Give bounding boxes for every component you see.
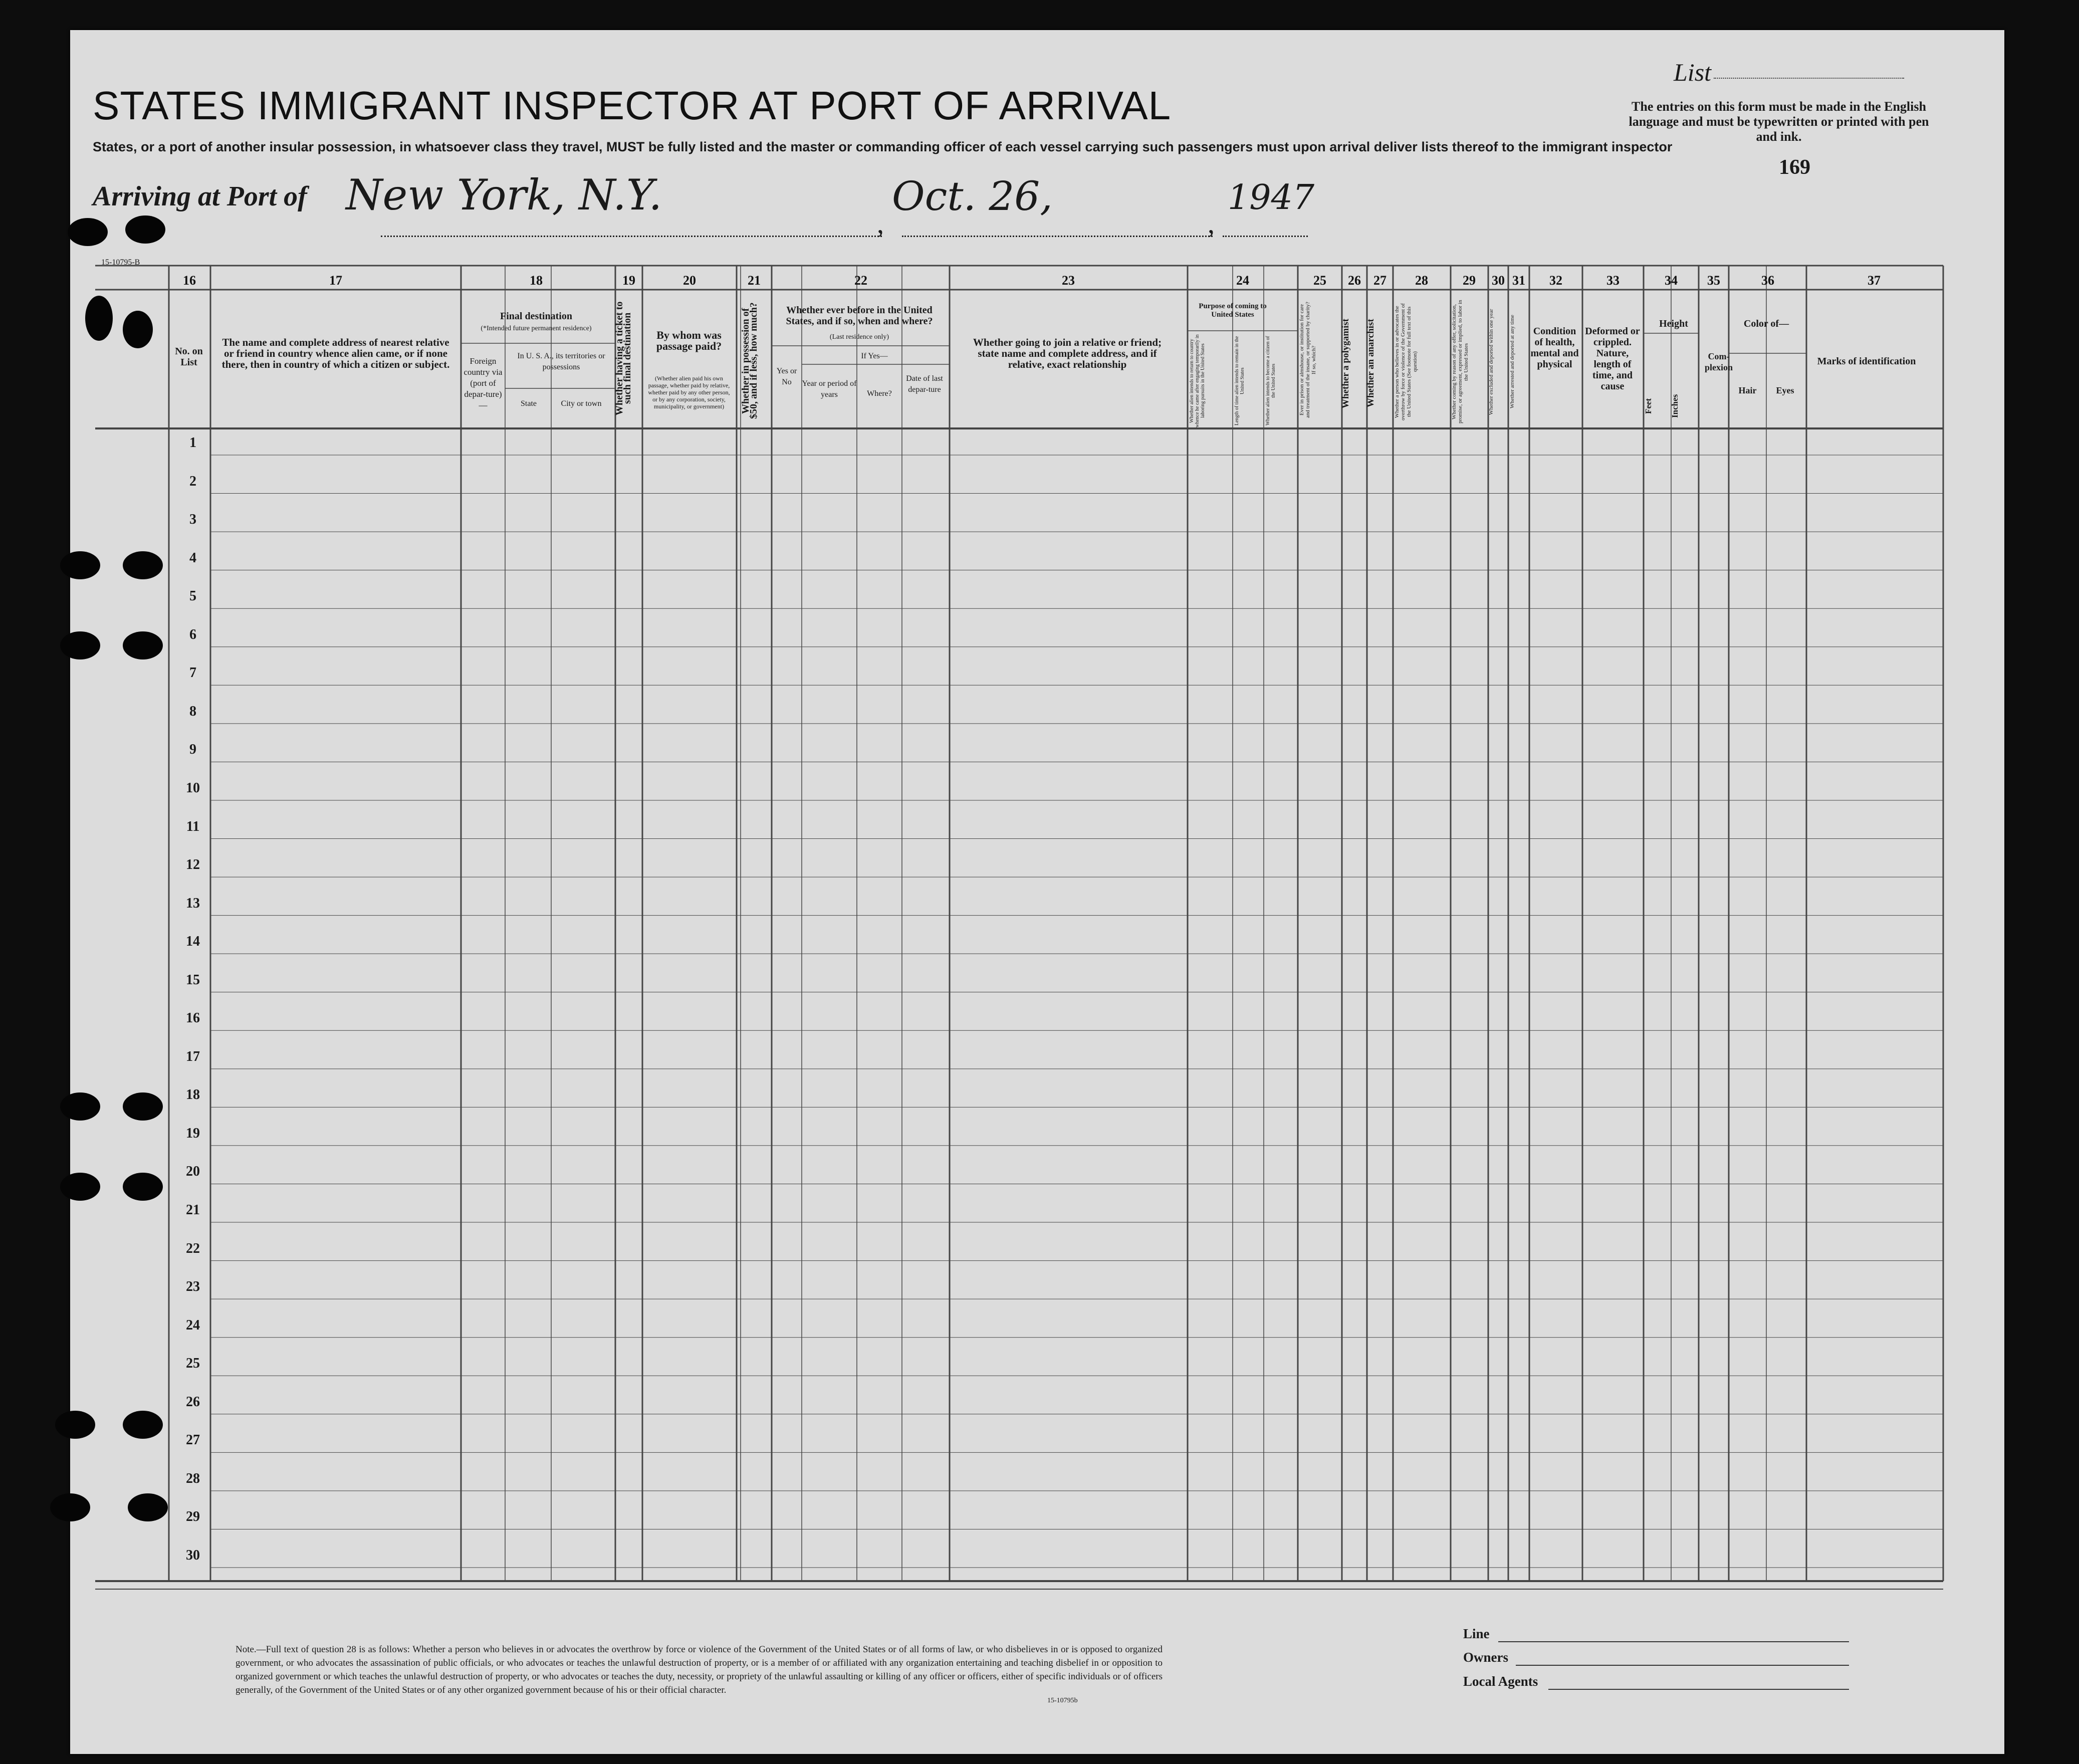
row-number: 20 [186,1164,200,1180]
column-number: 35 [1707,273,1720,288]
row-number: 5 [189,588,196,604]
row-number: 1 [189,435,196,451]
header-date-departure: Date of last depar-ture [906,374,943,394]
punch-hole [60,631,100,659]
column-number: 18 [530,273,543,288]
row-number: 7 [189,665,196,681]
row-number: 26 [186,1394,200,1410]
row-number: 19 [186,1125,200,1141]
handwritten-port: New York, N.Y. [346,170,662,219]
row-number: 24 [186,1317,200,1333]
header-inches: Inches [1670,394,1680,418]
line-label: Line [1463,1626,1490,1641]
row-number: 8 [189,703,196,719]
owners-label: Owners [1463,1650,1508,1665]
form-subtitle: States, or a port of another insular possession, in whatsoever class they travel, MUST be fully listed and the master or commanding officer of each vessel carrying such passengers must upon arrival deliver lists thereof to the immigrant inspector [93,139,1673,154]
column-number: 33 [1606,273,1620,288]
header-join-relative: Whether going to join a relative or friend; state name and complete address, and if relative, exact relationship [973,336,1162,370]
local-agents-label: Local Agents [1463,1674,1538,1689]
header-city: City or town [561,399,602,408]
local-agents-field[interactable] [1548,1689,1849,1690]
header-length-stay: Length of time alien intends to remain in the United States [1234,336,1245,426]
header-passage-note: (Whether alien paid his own passage, whether paid by relative, whether paid by any other person, or by any corporation, society, municipality, or government) [648,375,730,410]
form-code: 15-10795-B [101,258,140,267]
header-color: Color of— [1743,318,1789,329]
row-number: 17 [186,1048,200,1064]
row-number: 29 [186,1509,200,1525]
header-ticket: Whether having a ticket to such final destination [614,301,633,415]
header-height: Height [1659,318,1688,329]
header-deported: Whether arrested and deported at any time [1509,315,1515,409]
header-return-intent: Whether alien intends to return to country whence he came after engaging temporarily in laboring pursuits in the United States [1189,334,1206,427]
header-overthrow: Whether a person who believes in or advocates the overthrow by force or violence of the Government of the United States (See footnote for full text of this question) [1394,303,1418,420]
header-citizen-intent: Whether alien intends to become a citizen of the United States [1265,336,1276,426]
row-number: 21 [186,1202,200,1218]
row-number: 30 [186,1548,200,1563]
column-number: 16 [183,273,196,288]
punch-hole [60,1092,100,1121]
header-last-residence: (Last residence only) [829,333,889,341]
column-number: 23 [1062,273,1075,288]
column-number: 22 [854,273,867,288]
header-ever-before: Whether ever before in the United States, and if so, when and where? [786,305,933,327]
row-number: 4 [189,550,196,566]
header-polygamist: Whether a polygamist [1340,318,1351,408]
row-number: 11 [186,818,200,834]
punch-hole [125,215,165,244]
column-number: 28 [1415,273,1428,288]
column-number: 19 [622,273,635,288]
header-no-on-list: No. on List [175,346,203,368]
row-number: 23 [186,1279,200,1295]
row-number: 3 [189,512,196,528]
header-health: Condition of health, mental and physical [1530,326,1579,370]
header-passage-paid: By whom was passage paid? [656,329,722,352]
header-purpose: Purpose of coming to United States [1199,302,1267,319]
row-number: 13 [186,895,200,911]
handwritten-year: 1947 [1228,178,1315,217]
note-form-code: 15-10795b [1047,1697,1078,1704]
header-yes-no: Yes or No [776,367,797,386]
row-number: 25 [186,1356,200,1372]
punch-hole [68,218,108,246]
handwritten-date: Oct. 26, [892,173,1053,219]
question-28-note: Note.—Full text of question 28 is as follows: Whether a person who believes in or advocates the overthrow by force or violence of the Government of the United States or of all forms of law, or who disbelieves in or is opposed to organized government, or who advocates the assassination of public officials, or who advocates or teaches the unlawful destruction of property, or is a member of or affiliated with any organization entertaining and teaching disbelief in or opposition to organized government or which teaches the unlawful destruction of property, or who advocates or teaches the duty, necessity, or propriety of the unlawful assaulting or killing of any officer or officers, either of specific individuals or of officers generally, of the Government of the United States or of any other organized government because of his or their official character. [236,1644,1163,1695]
row-number: 22 [186,1240,200,1256]
column-number: 32 [1549,273,1562,288]
column-number: 34 [1665,273,1678,288]
header-deformed: Deformed or crippled. Nature, length of time, and cause [1585,326,1640,392]
list-number-field[interactable] [1714,78,1904,79]
page-number: 169 [1779,156,1810,179]
column-number: 31 [1512,273,1525,288]
row-number: 18 [186,1087,200,1103]
column-number: 21 [748,273,761,288]
row-number: 10 [186,780,200,796]
form-title: STATES IMMIGRANT INSPECTOR AT PORT OF ARRIVAL [93,83,1172,128]
punch-hole [55,1411,95,1439]
punch-hole [60,551,100,579]
line-field[interactable] [1498,1641,1849,1642]
row-number: 9 [189,742,196,758]
column-number: 17 [329,273,342,288]
port-field[interactable] [381,236,882,237]
owners-field[interactable] [1516,1665,1849,1666]
column-number: 27 [1373,273,1387,288]
header-prison: Ever in prison or almshouse, or institution for care and treatment of the insane, or supported by charity? If so, which? [1299,302,1317,418]
header-final-destination-note: (*Intended future permanent residence) [481,325,592,332]
column-number: 25 [1313,273,1326,288]
header-anarchist: Whether an anarchist [1365,319,1376,408]
punch-hole [60,1173,100,1201]
header-year-period: Year or period of years [802,379,857,399]
header-final-destination: Final destination [500,311,572,322]
header-state: State [521,399,537,408]
column-number: 24 [1236,273,1249,288]
row-number: 2 [189,473,196,489]
column-number: 20 [683,273,696,288]
row-number: 14 [186,934,200,950]
header-eyes: Eyes [1776,385,1794,395]
row-number: 6 [189,626,196,642]
punch-hole [50,1493,90,1521]
column-number: 36 [1761,273,1774,288]
header-fifty-dollars: Whether in possession of $50, and if less, how much? [740,302,759,419]
year-field[interactable] [1223,236,1308,237]
header-foreign-country: Foreign country via (port of depar-ture)— [464,356,503,410]
form-instructions: The entries on this form must be made in the English language and must be typewritten or printed with pen and ink. [1629,99,1929,144]
arriving-port-label: Arriving at Port of [93,181,307,212]
list-label: List [1674,58,1712,86]
manifest-grid [95,257,1999,1600]
header-in-usa: In U. S. A., its territories or possessions [517,352,605,371]
header-where: Where? [867,389,892,398]
header-if-yes: If Yes— [861,352,888,360]
date-field[interactable] [902,236,1213,237]
header-feet: Feet [1644,398,1653,414]
header-excluded: Whether excluded and deported within one year [1488,309,1494,415]
column-number: 30 [1492,273,1505,288]
row-number: 28 [186,1470,200,1486]
header-nearest-relative: The name and complete address of nearest relative or friend in country whence alien came, or if none there, then in country of which a citizen or subject. [221,336,450,370]
column-number: 29 [1463,273,1476,288]
row-number: 16 [186,1010,200,1026]
row-number: 27 [186,1432,200,1448]
column-number: 37 [1868,273,1881,288]
row-number: 15 [186,972,200,988]
row-number: 12 [186,857,200,873]
column-number: 26 [1348,273,1361,288]
header-labor-offer: Whether coming by reason of any offer, solicitation, promise, or agreement, expressed or implied, to labor in the United States [1451,300,1469,424]
header-marks: Marks of identification [1817,356,1916,367]
header-complexion: Com-plexion [1704,351,1733,372]
header-hair: Hair [1738,385,1757,395]
